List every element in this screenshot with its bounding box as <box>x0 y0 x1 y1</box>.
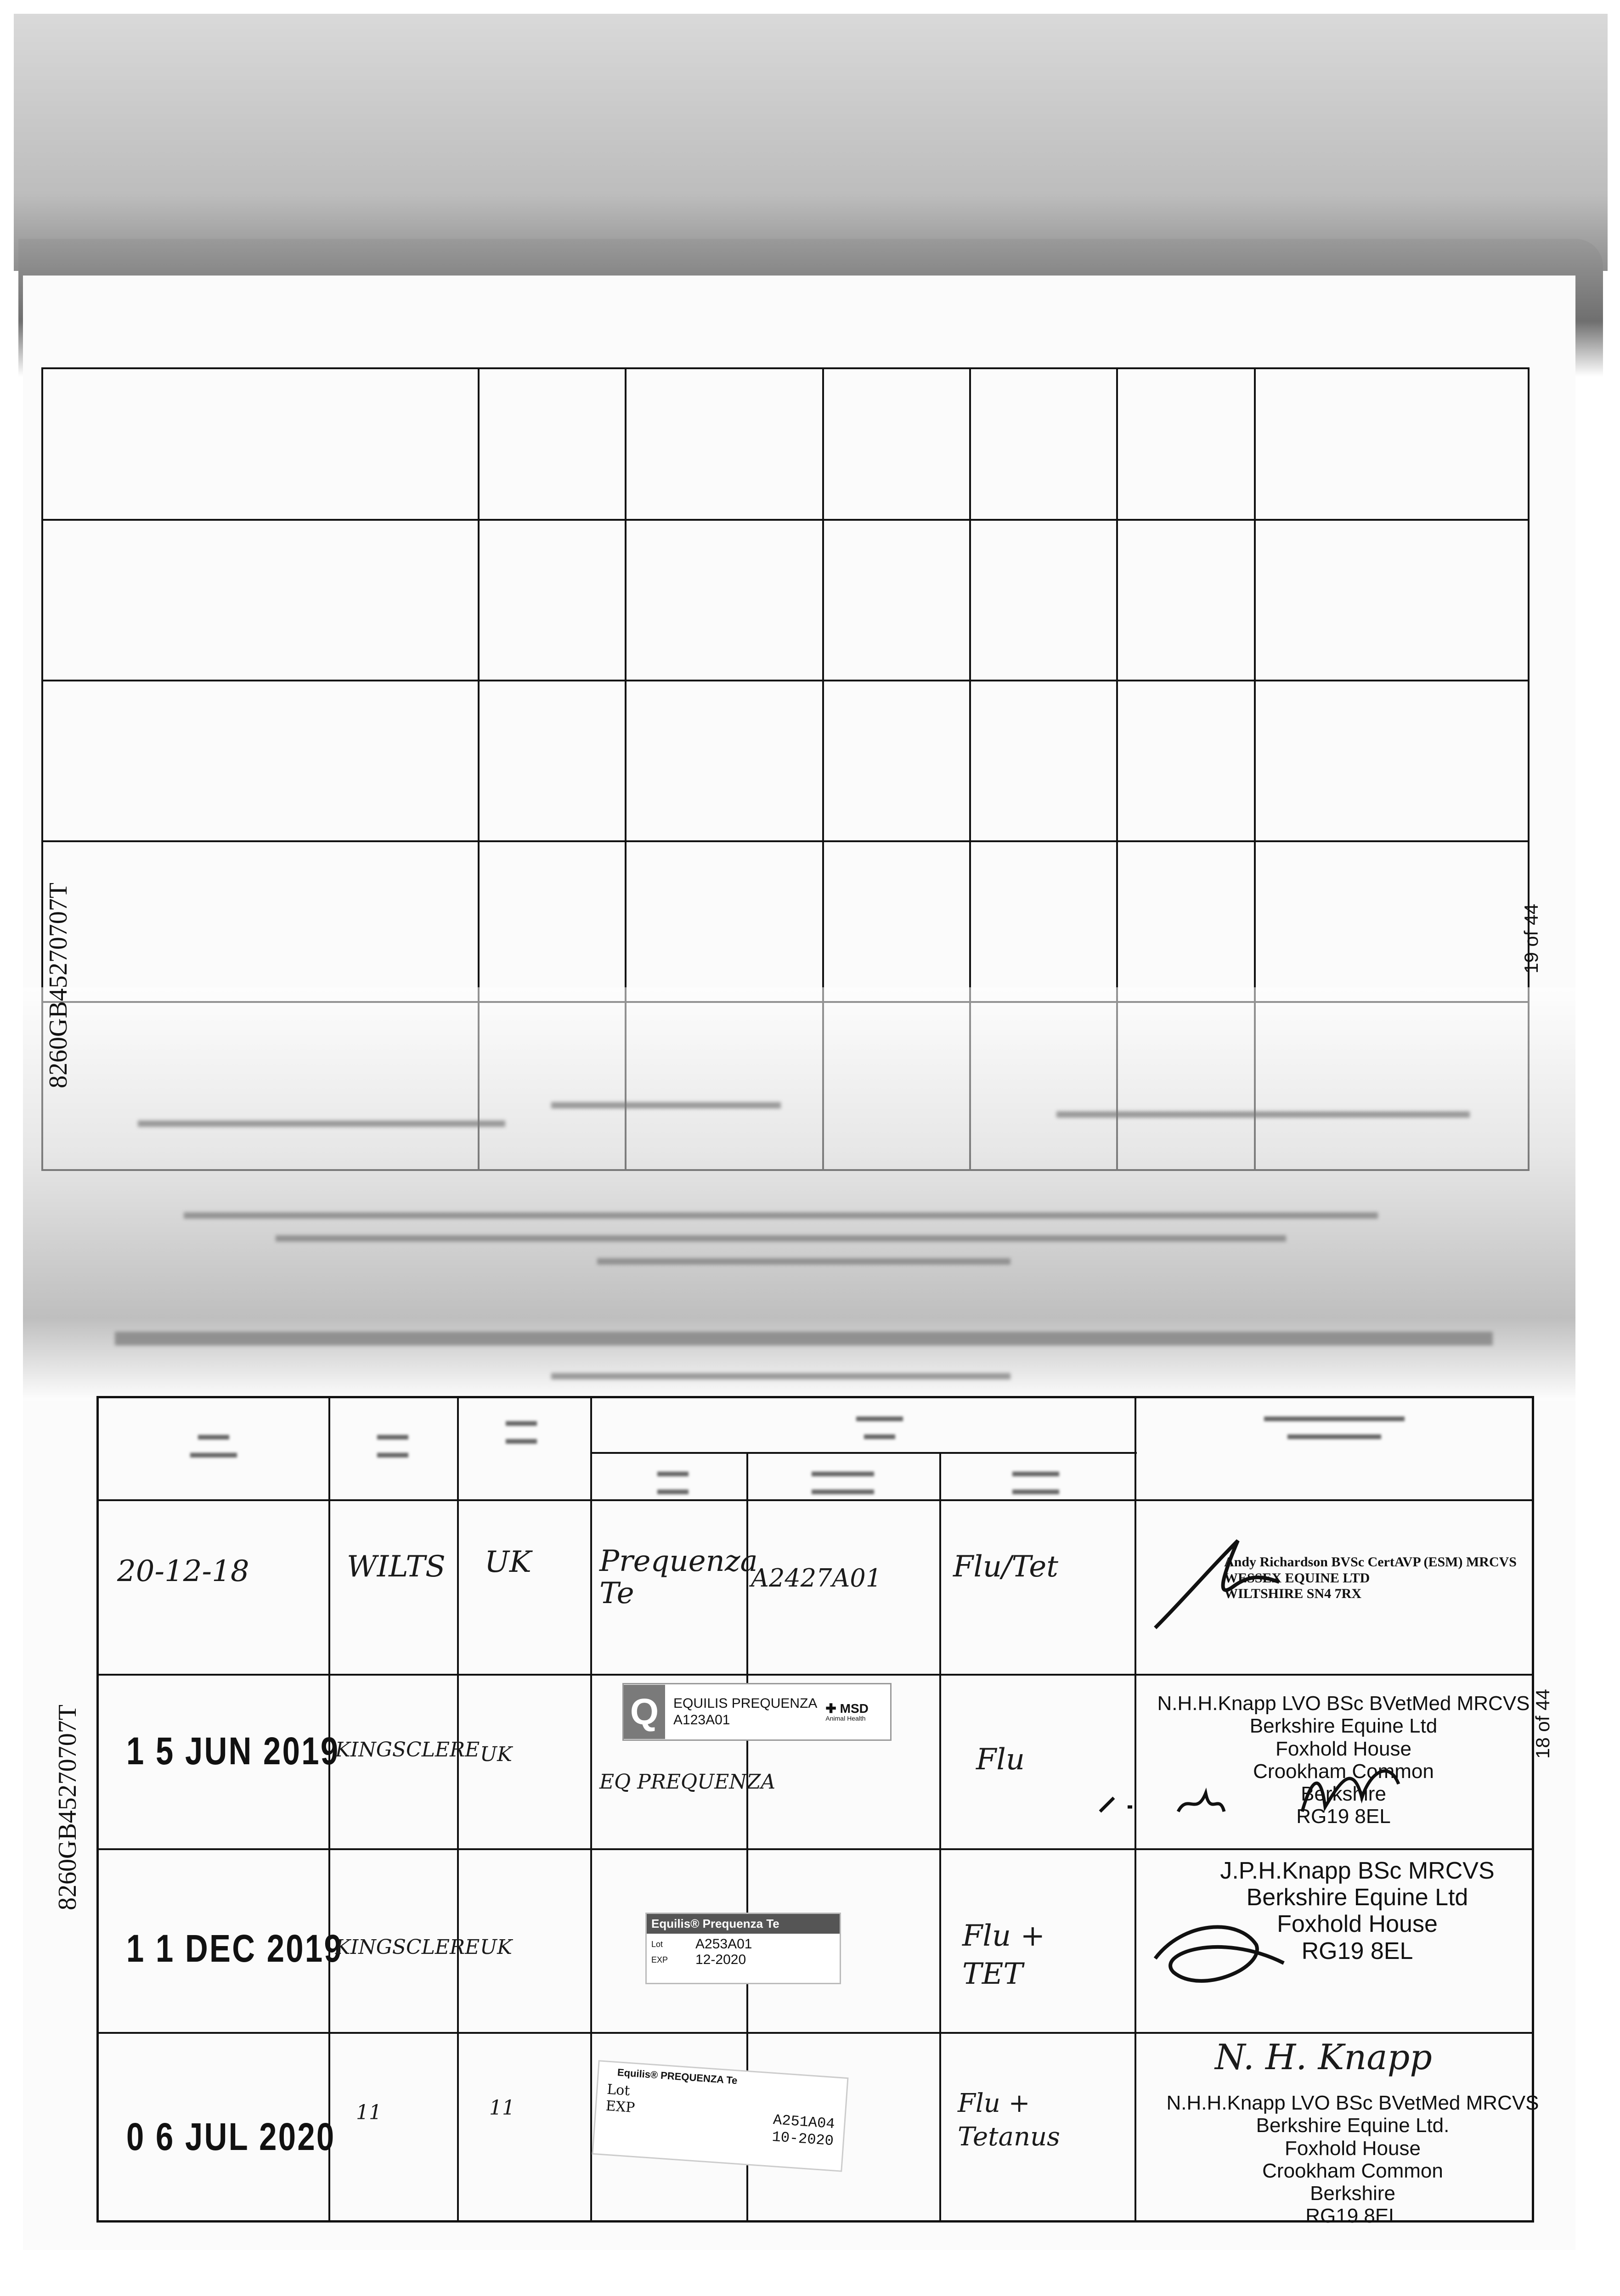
row2-date-stamp: 1 5 JUN 2019 <box>126 1729 340 1773</box>
row3-vaccine-label <box>645 1913 841 1984</box>
row3-country: UK <box>480 1936 512 1959</box>
row1-date: 20-12-18 <box>117 1554 249 1588</box>
blurred-text <box>551 1102 781 1109</box>
row4-country: 11 <box>489 2096 515 2120</box>
row4-signature: N. H. Knapp <box>1215 2037 1432 2077</box>
label-exp-key: EXP <box>651 1955 668 1965</box>
col-line <box>457 1398 459 2220</box>
passport-id-upper: 8260GB45270707T <box>44 883 73 1088</box>
grid-row-line <box>41 680 1530 681</box>
blurred-text <box>597 1258 1010 1265</box>
label-batch: A251A04 <box>772 2111 835 2133</box>
header-vet-blurred: ▬▬▬▬▬▬▬▬▬ ▬▬▬▬▬▬ <box>1264 1407 1405 1443</box>
vet-line: Andy Richardson BVSc CertAVP (ESM) MRCVS <box>1224 1554 1517 1570</box>
label-lot-key: Lot <box>606 2081 631 2099</box>
vet-line: Berkshire Equine Ltd <box>1246 1884 1468 1911</box>
label-exp-key: EXP <box>605 2098 636 2116</box>
row4-place: 11 <box>356 2101 382 2124</box>
q-logo-icon: Q <box>624 1685 665 1739</box>
header-vaccine-blurred: ▬▬▬ ▬▬ <box>856 1407 903 1443</box>
row1-vet-stamp <box>1224 1554 1546 1602</box>
grid-row-line <box>41 840 1530 842</box>
label-brand: MSD <box>840 1701 869 1716</box>
blurred-text <box>184 1212 1378 1219</box>
col-line <box>328 1398 330 2220</box>
blurred-text <box>551 1373 1010 1379</box>
vet-line: Crookham Common <box>1262 2159 1443 2182</box>
row-line <box>99 2032 1532 2034</box>
row3-date-stamp: 1 1 DEC 2019 <box>126 1927 344 1970</box>
row3-place: KINGSCLERE <box>335 1936 480 1959</box>
vet-line: Foxhold House <box>1276 1737 1411 1760</box>
passport-id-lower: 8260GB45270707T <box>53 1705 82 1910</box>
col-line <box>590 1398 592 2220</box>
vet-line: WESSEX EQUINE LTD <box>1224 1570 1370 1586</box>
vet-line: RG19 8EL <box>1301 1937 1413 1964</box>
header-place-blurred: ▬▬ ▬▬ <box>377 1426 408 1461</box>
row2-vaccine-label <box>622 1683 892 1741</box>
vet-line: Berkshire <box>1310 2182 1395 2205</box>
label-lot-key: Lot <box>651 1940 663 1949</box>
header-country-blurred: ▬▬ ▬▬ <box>506 1412 537 1447</box>
vet-line: Foxhold House <box>1277 1911 1438 1938</box>
blurred-text <box>1056 1111 1470 1118</box>
msd-logo-icon: ✚ <box>825 1701 840 1716</box>
label-exp: 12-2020 <box>695 1952 746 1967</box>
vet-line: N.H.H.Knapp LVO BSc BVetMed MRCVS <box>1166 2092 1539 2114</box>
label-title: Equilis® PREQUENZA Te <box>617 2066 738 2087</box>
table-header-bottom-line <box>99 1499 1532 1501</box>
page-number-lower: 18 of 44 <box>1532 1689 1553 1759</box>
row1-place: WILTS <box>347 1550 446 1584</box>
vet-line: Crookham Common <box>1253 1760 1434 1783</box>
blurred-text <box>276 1235 1286 1242</box>
row3-disease: Flu + TET <box>962 1919 1045 1992</box>
vet-line: Berkshire Equine Ltd. <box>1256 2114 1450 2137</box>
row2-vaccine-name: EQ PREQUENZA <box>599 1770 776 1794</box>
row4-date-stamp: 0 6 JUL 2020 <box>126 2115 336 2158</box>
row-line <box>99 1848 1532 1850</box>
vaccination-table <box>96 1396 1539 2228</box>
vaccine-subheader-line <box>590 1452 1137 1454</box>
vet-line: WILTSHIRE SN4 7RX <box>1224 1586 1361 1601</box>
photo-background <box>14 14 1608 271</box>
row3-vet-stamp <box>1178 1857 1536 1964</box>
vet-line: Berkshire Equine Ltd <box>1249 1715 1438 1738</box>
vet-line: J.P.H.Knapp BSc MRCVS <box>1220 1857 1495 1884</box>
vet-line: N.H.H.Knapp LVO BSc BVetMed MRCVS <box>1157 1692 1530 1715</box>
row1-batch: A2427A01 <box>751 1564 882 1593</box>
col-line <box>939 1452 941 2220</box>
label-batch: A253A01 <box>695 1936 752 1952</box>
row2-disease: Flu <box>976 1743 1025 1777</box>
row2-place: KINGSCLERE <box>335 1738 480 1761</box>
vet-line: RG19 8EL <box>1296 1805 1391 1828</box>
header-name-blurred: ▬▬ ▬▬ <box>657 1463 689 1498</box>
row4-disease: Flu + Tetanus <box>958 2088 1060 2152</box>
label-title: Equilis® Prequenza Te <box>647 1914 840 1934</box>
page-number-upper: 19 of 44 <box>1520 904 1542 974</box>
label-title: EQUILIS PREQUENZA <box>673 1696 818 1711</box>
header-batch-blurred: ▬▬▬▬ ▬▬▬▬ <box>812 1463 874 1498</box>
row1-disease: Flu/Tet <box>953 1550 1058 1584</box>
row4-vaccine-label <box>592 2060 848 2172</box>
row4-vet-stamp <box>1155 2092 1550 2228</box>
row1-country: UK <box>485 1545 531 1579</box>
vet-line: Berkshire <box>1301 1783 1386 1806</box>
row-line <box>99 1674 1532 1676</box>
row2-country: UK <box>480 1743 512 1766</box>
label-exp: 10-2020 <box>771 2128 835 2150</box>
header-disease-blurred: ▬▬▬ ▬▬▬ <box>1012 1463 1059 1498</box>
label-brand-sub: Animal Health <box>825 1715 866 1722</box>
grid-row-line <box>41 519 1530 521</box>
row1-vaccine-name: Prequenza Te <box>599 1544 758 1611</box>
header-date-blurred: ▬▬ ▬▬▬ <box>190 1426 237 1461</box>
blurred-heading <box>115 1332 1493 1345</box>
label-batch: A123A01 <box>673 1712 730 1728</box>
vet-line: RG19 8EL <box>1305 2205 1400 2228</box>
blurred-text <box>138 1120 505 1127</box>
row2-vet-stamp <box>1137 1692 1550 1828</box>
vet-line: Foxhold House <box>1285 2137 1421 2160</box>
